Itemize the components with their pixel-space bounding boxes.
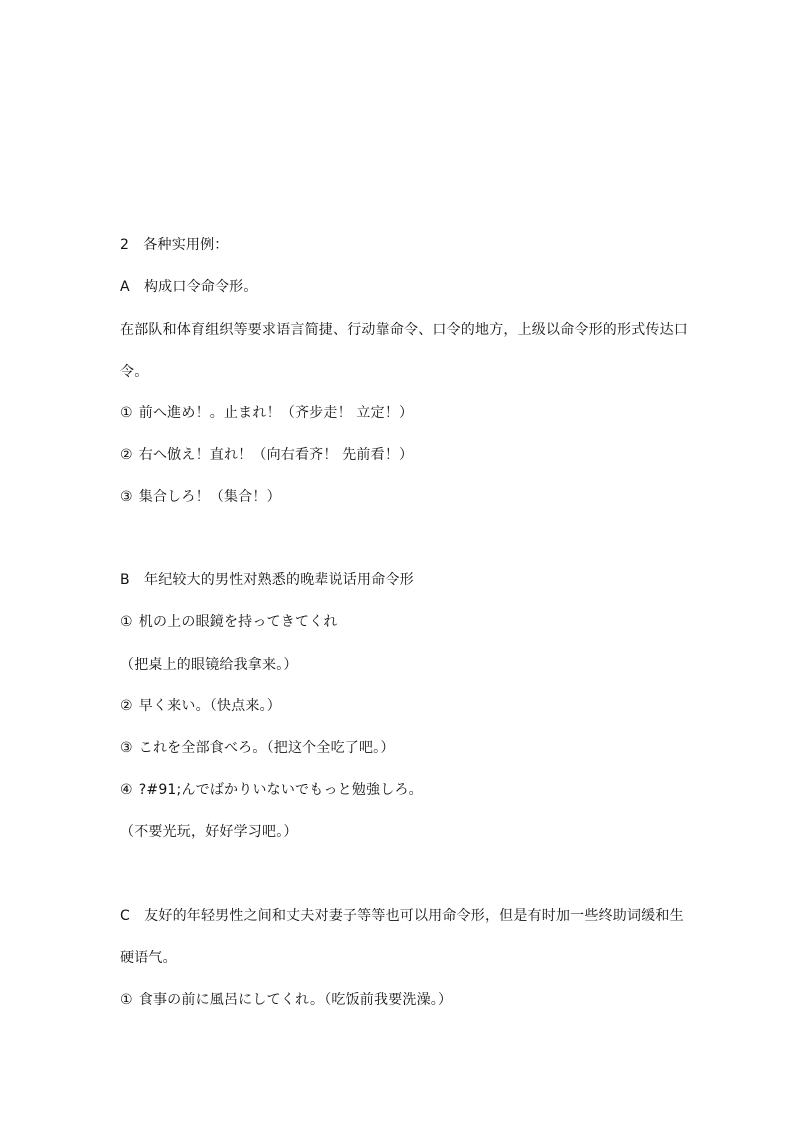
example-number: ②: [120, 447, 133, 463]
example-text: 机の上の眼鏡を持ってきてくれ: [138, 614, 338, 630]
example-number: ①: [120, 992, 133, 1008]
example-number: ②: [120, 698, 133, 714]
part-a-example-1: [120, 404, 413, 422]
part-a-intro-line1: 在部队和体育组织等要求语言简捷、行动靠命令、口令的地方，上级以命令形的形式传达口: [120, 322, 688, 338]
example-number: ①: [120, 614, 133, 630]
part-b-example-4: [120, 781, 423, 799]
part-c-example-1: [120, 991, 452, 1009]
part-b-example-2: [120, 697, 281, 715]
example-text: 早く来い。（快点来。）: [138, 698, 281, 714]
part-b-example-4-translation: （不要光玩，好好学习吧。）: [120, 824, 298, 840]
example-text: 集合しろ！（集合！）: [138, 489, 281, 505]
part-a-heading: A 构成口令命令形。: [120, 279, 258, 295]
part-b-heading: B 年纪较大的男性对熟悉的晚辈说话用命令形: [120, 572, 414, 588]
part-b-example-1: [120, 613, 338, 631]
example-text: これを全部食べろ。（把这个全吃了吧。）: [138, 740, 395, 756]
example-text: 食事の前に風呂にしてくれ。（吃饭前我要洗澡。）: [138, 992, 453, 1008]
part-a-intro-line2: 令。: [120, 364, 149, 380]
section-heading: 2 各种实用例：: [120, 237, 229, 253]
part-a-example-3: [120, 488, 281, 506]
part-c-heading-line1: C 友好的年轻男性之间和丈夫对妻子等等也可以用命令形，但是有时加一些终助词缓和生: [120, 908, 684, 924]
example-number: ③: [120, 740, 133, 756]
part-b-example-3: [120, 739, 395, 757]
example-number: ③: [120, 489, 133, 505]
part-c-heading-line2: 硬语气。: [120, 950, 177, 966]
example-text: ?#91;んでばかりいないでもっと勉強しろ。: [138, 782, 423, 798]
example-text: 前へ進め！。止まれ！（齐步走！ 立定！）: [138, 405, 414, 421]
example-number: ①: [120, 405, 133, 421]
example-text: 右へ倣え！直れ！（向右看齐！ 先前看！）: [138, 447, 414, 463]
part-b-example-1-translation: （把桌上的眼镜给我拿来。）: [120, 657, 298, 673]
example-number: ④: [120, 782, 133, 798]
part-a-example-2: [120, 446, 413, 464]
